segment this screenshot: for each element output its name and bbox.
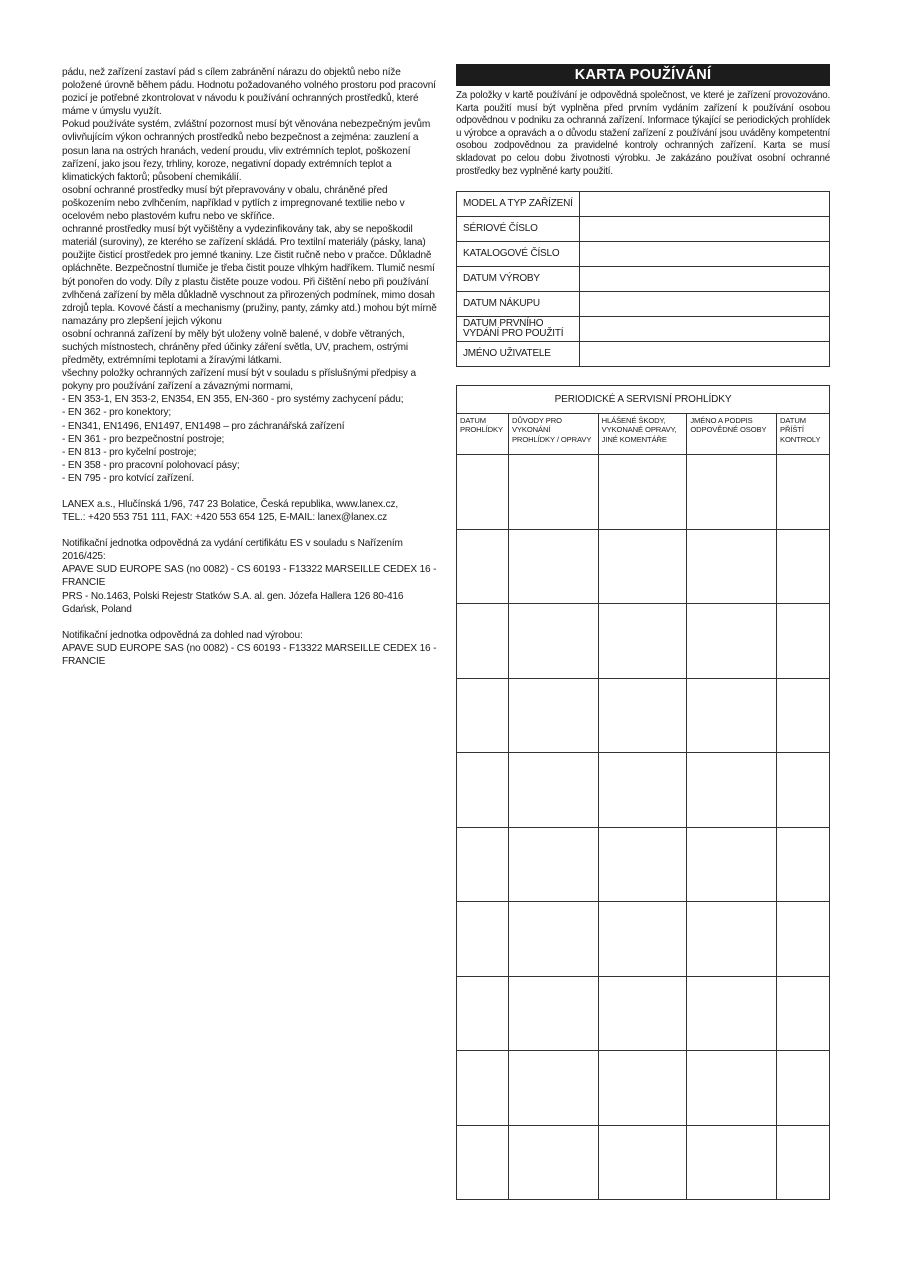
table-cell[interactable] bbox=[457, 976, 509, 1051]
table-cell[interactable] bbox=[687, 529, 777, 604]
company-contacts: TEL.: +420 553 751 111, FAX: +420 553 654 125, E-MAIL: lanex@lanex.cz bbox=[62, 512, 387, 524]
column-header-inspection-date: DATUM PROHLÍDKY bbox=[457, 414, 509, 455]
field-label: DATUM PRVNÍHO VYDÁNÍ PRO POUŽITÍ bbox=[457, 317, 580, 342]
table-cell[interactable] bbox=[777, 1125, 830, 1200]
inspection-row bbox=[457, 1051, 830, 1126]
table-cell[interactable] bbox=[457, 902, 509, 977]
column-header-next-check: DATUM PŘÍŠTÍ KONTROLY bbox=[777, 414, 830, 455]
usage-card bbox=[456, 64, 830, 444]
standard-item: - EN 813 - pro kyčelní postroje; bbox=[62, 446, 197, 458]
field-label: DATUM NÁKUPU bbox=[457, 292, 580, 317]
inspection-row bbox=[457, 1125, 830, 1200]
table-cell[interactable] bbox=[687, 604, 777, 679]
standard-item: - EN341, EN1496, EN1497, EN1498 – pro záchranářská zařízení bbox=[62, 420, 345, 432]
table-cell[interactable] bbox=[598, 604, 687, 679]
inspection-row bbox=[457, 455, 830, 530]
table-cell[interactable] bbox=[508, 678, 598, 753]
table-cell[interactable] bbox=[777, 1051, 830, 1126]
table-cell[interactable] bbox=[457, 678, 509, 753]
standard-item: - EN 353-1, EN 353-2, EN354, EN 355, EN-360 - pro systémy zachycení pádu; bbox=[62, 394, 404, 406]
model-type-field[interactable] bbox=[580, 192, 830, 217]
table-cell[interactable] bbox=[508, 976, 598, 1051]
notified-body-certificate-title: Notifikační jednotka odpovědná za vydání certifikátu ES v souladu s Nařízením 2016/425: bbox=[62, 538, 403, 563]
info-row bbox=[457, 192, 830, 217]
column-header-responsible-person: JMÉNO A PODPIS ODPOVĚDNÉ OSOBY bbox=[687, 414, 777, 455]
inspection-table bbox=[456, 385, 830, 1200]
field-label: DATUM VÝROBY bbox=[457, 267, 580, 292]
table-cell[interactable] bbox=[687, 753, 777, 828]
table-cell[interactable] bbox=[457, 529, 509, 604]
table-cell[interactable] bbox=[687, 1051, 777, 1126]
table-cell[interactable] bbox=[777, 455, 830, 530]
table-cell[interactable] bbox=[457, 1125, 509, 1200]
table-cell[interactable] bbox=[508, 1051, 598, 1126]
notified-body-supervision-title: Notifikační jednotka odpovědná za dohled nad výrobou: bbox=[62, 629, 303, 641]
table-cell[interactable] bbox=[777, 902, 830, 977]
table-cell[interactable] bbox=[687, 455, 777, 530]
notified-body-prs: PRS - No.1463, Polski Rejestr Statków S.A. al. gen. Józefa Hallera 126 80-416 Gdańsk, Poland bbox=[62, 590, 404, 615]
table-cell[interactable] bbox=[777, 827, 830, 902]
inspection-row bbox=[457, 827, 830, 902]
paragraph-hazards: Pokud používáte systém, zvláštní pozornost musí být věnována nebezpečným jevům ovlivňujícím výkon ochranných prostředků nebo bezpečnost a zejména: zauzlení a posun lana na ostrých hranách, vedení proudu, vliv extrémních teplot, poškození zařízení, jako jsou řezy, trhliny, koroze, negativní dopady extrémních teplot a klimatických faktorů; působení chemikálií. bbox=[62, 119, 431, 183]
table-cell[interactable] bbox=[598, 827, 687, 902]
info-row bbox=[457, 292, 830, 317]
card-title: KARTA POUŽÍVÁNÍ bbox=[456, 64, 830, 86]
table-cell[interactable] bbox=[457, 753, 509, 828]
catalog-number-field[interactable] bbox=[580, 242, 830, 267]
info-row bbox=[457, 317, 830, 342]
field-label: KATALOGOVÉ ČÍSLO bbox=[457, 242, 580, 267]
table-cell[interactable] bbox=[598, 1051, 687, 1126]
table-cell[interactable] bbox=[777, 976, 830, 1051]
table-cell[interactable] bbox=[598, 455, 687, 530]
table-cell[interactable] bbox=[508, 529, 598, 604]
table-cell[interactable] bbox=[457, 604, 509, 679]
inspection-row bbox=[457, 678, 830, 753]
table-cell[interactable] bbox=[457, 827, 509, 902]
field-label: SÉRIOVÉ ČÍSLO bbox=[457, 217, 580, 242]
company-address: LANEX a.s., Hlučínská 1/96, 747 23 Bolatice, Česká republika, www.lanex.cz, bbox=[62, 499, 399, 510]
inspection-header-row bbox=[457, 414, 830, 455]
table-cell[interactable] bbox=[508, 902, 598, 977]
table-cell[interactable] bbox=[457, 455, 509, 530]
info-row bbox=[457, 242, 830, 267]
inspection-row bbox=[457, 604, 830, 679]
info-row bbox=[457, 267, 830, 292]
paragraph-storage: osobní ochranná zařízení by měly být uloženy volně balené, v dobře větraných, suchých místnostech, chráněny před účinky záření světla, UV, prachem, ostrými předměty, extrémními teplotami a žíravými látkami. bbox=[62, 328, 408, 367]
table-cell[interactable] bbox=[508, 753, 598, 828]
table-cell[interactable] bbox=[687, 1125, 777, 1200]
table-cell[interactable] bbox=[777, 753, 830, 828]
purchase-date-field[interactable] bbox=[580, 292, 830, 317]
production-date-field[interactable] bbox=[580, 267, 830, 292]
info-row bbox=[457, 342, 830, 367]
user-name-field[interactable] bbox=[580, 342, 830, 367]
inspection-row bbox=[457, 902, 830, 977]
notified-body-apave: APAVE SUD EUROPE SAS (no 0082) - CS 60193 - F13322 MARSEILLE CEDEX 16 - FRANCIE bbox=[62, 564, 437, 589]
table-cell[interactable] bbox=[457, 1051, 509, 1126]
table-cell[interactable] bbox=[777, 604, 830, 679]
inspection-table-title: PERIODICKÉ A SERVISNÍ PROHLÍDKY bbox=[457, 386, 830, 414]
paragraph-cleaning: ochranné prostředky musí být vyčištěny a vydezinfikovány tak, aby se nepoškodil materiál (suroviny), ze kterého se zařízení skládá. Pro textilní materiály (pásky, lana) použijte čisticí prostředek pro jemné tkaniny. Lze čistit ručně nebo v pračce. Důkladně opláchněte. Bezpečnostní tlumiče je třeba čistit pouze vlhkým hadříkem. Tlumič nesmí být ponořen do vody. Díly z plastu čistěte pouze vodou. Při čištění nebo při používání zvlhčená zařízení by měla důkladně vyschnout za přirozených podmínek, mimo dosah zdrojů tepla. Kovové částí a mechanismy (pružiny, panty, zámky atd.) mohou být mírně namazány pro zlepšení jejich výkonu bbox=[62, 224, 437, 327]
equipment-info-table bbox=[456, 191, 830, 367]
standard-item: - EN 795 - pro kotvící zařízení. bbox=[62, 472, 195, 484]
paragraph-free-space: pádu, než zařízení zastaví pád s cílem zabránění nárazu do objektů nebo níže položené úrovně během pádu. Hodnotu požadovaného volného prostoru pod pracovní pozicí je potřebné zkontrolovat v návodu k používání ochranných prostředků, které máme v úmyslu využít. bbox=[62, 67, 436, 118]
column-header-damages: HLÁŠENÉ ŠKODY, VYKONANÉ OPRAVY, JINÉ KOMENTÁŘE bbox=[598, 414, 687, 455]
paragraph-standards: všechny položky ochranných zařízení musí být v souladu s příslušnými předpisy a pokyny pro používání zařízení a závaznými normami, bbox=[62, 368, 416, 393]
table-cell[interactable] bbox=[598, 976, 687, 1051]
table-cell[interactable] bbox=[598, 753, 687, 828]
standard-item: - EN 361 - pro bezpečnostní postroje; bbox=[62, 433, 225, 445]
table-cell[interactable] bbox=[598, 1125, 687, 1200]
table-cell[interactable] bbox=[508, 1125, 598, 1200]
instructions-column bbox=[62, 66, 438, 668]
standard-item: - EN 362 - pro konektory; bbox=[62, 407, 172, 419]
table-cell[interactable] bbox=[777, 678, 830, 753]
field-label: JMÉNO UŽIVATELE bbox=[457, 342, 580, 367]
notified-body-supervision: APAVE SUD EUROPE SAS (no 0082) - CS 60193 - F13322 MARSEILLE CEDEX 16 - FRANCIE bbox=[62, 642, 437, 667]
table-cell[interactable] bbox=[777, 529, 830, 604]
field-label: MODEL A TYP ZAŘÍZENÍ bbox=[457, 192, 580, 217]
table-cell[interactable] bbox=[598, 902, 687, 977]
paragraph-transport: osobní ochranné prostředky musí být přepravovány v obalu, chráněné před poškozením nebo zvlhčením, například v pytlích z impregnované textilie nebo v ocelovém nebo plastovém kufru nebo ve skříňce. bbox=[62, 184, 405, 223]
table-cell[interactable] bbox=[508, 604, 598, 679]
column-header-reasons: DŮVODY PRO VYKONÁNÍ PROHLÍDKY / OPRAVY bbox=[508, 414, 598, 455]
table-cell[interactable] bbox=[598, 678, 687, 753]
table-cell[interactable] bbox=[687, 678, 777, 753]
table-cell[interactable] bbox=[687, 827, 777, 902]
card-intro: Za položky v kartě používání je odpovědná společnost, ve které je zařízení provozováno. Karta použití musí být vyplněna před prvním vydáním zařízení k používání osobou odpovědnou v podniku za ochranná zařízení. Informace týkající se periodických prohlídek u výrobce a opravách a o důvodu stažení zařízení z používání jsou uváděny kompetentní osobou zodpovědnou za pravidelné kontroly ochranných zařízení. Karta se musí skladovat po celou dobu životnosti výrobku. Je zakázáno používat osobní ochranné prostředky bez vyplněné karty použití. bbox=[456, 90, 830, 177]
first-issue-date-field[interactable] bbox=[580, 317, 830, 342]
table-cell[interactable] bbox=[508, 455, 598, 530]
table-cell[interactable] bbox=[687, 902, 777, 977]
table-cell[interactable] bbox=[687, 976, 777, 1051]
inspection-row bbox=[457, 529, 830, 604]
inspection-row bbox=[457, 753, 830, 828]
inspection-row bbox=[457, 976, 830, 1051]
table-cell[interactable] bbox=[598, 529, 687, 604]
info-row bbox=[457, 217, 830, 242]
table-cell[interactable] bbox=[508, 827, 598, 902]
serial-number-field[interactable] bbox=[580, 217, 830, 242]
standard-item: - EN 358 - pro pracovní polohovací pásy; bbox=[62, 459, 240, 471]
